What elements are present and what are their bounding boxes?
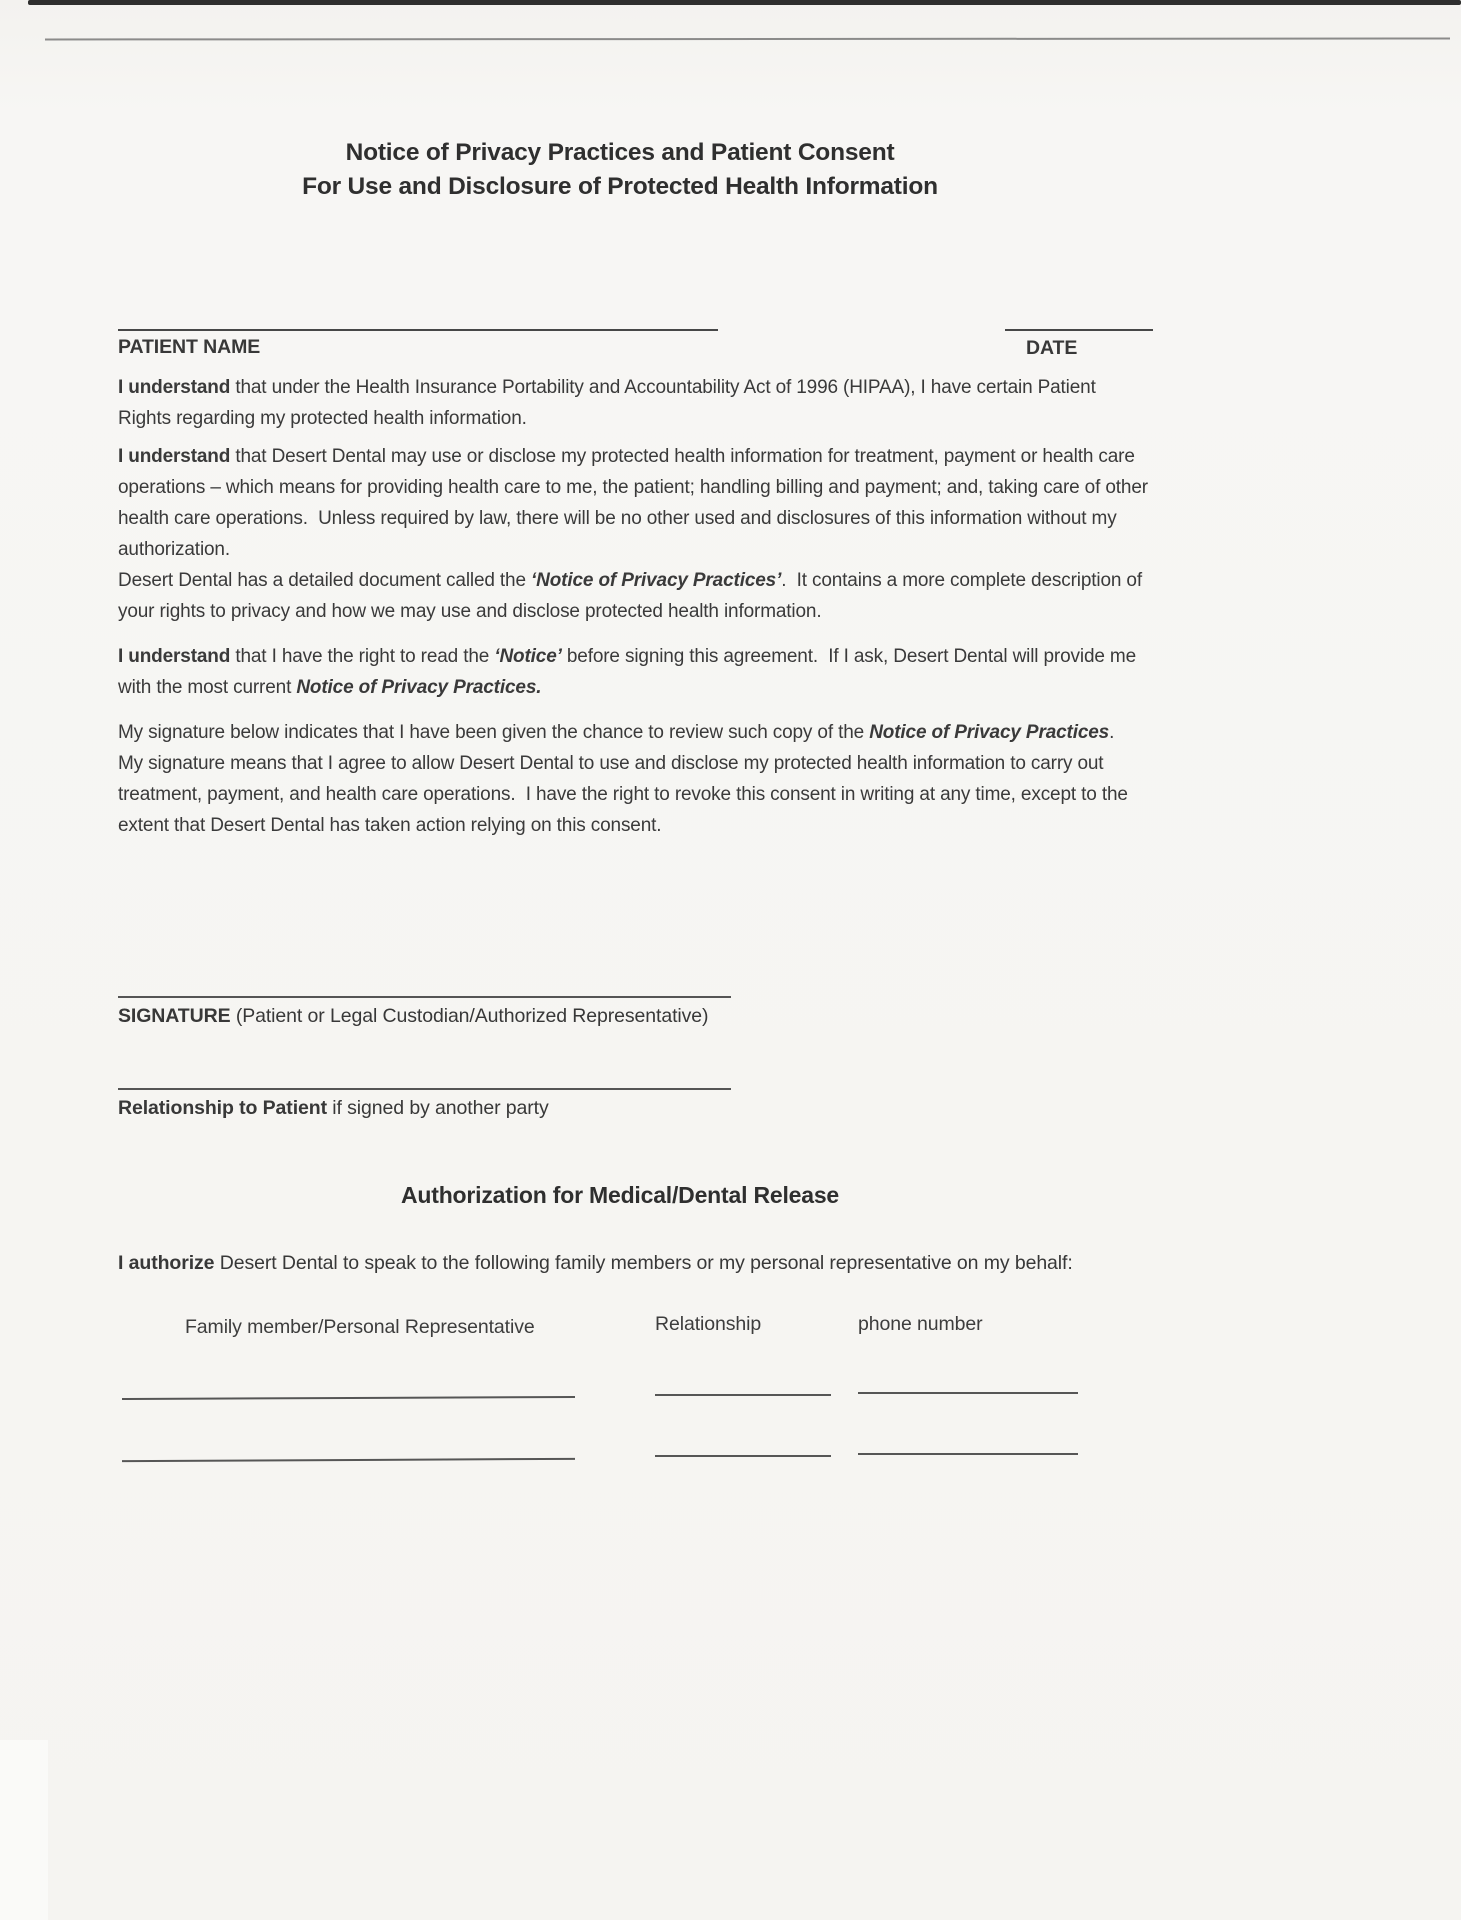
relationship-underline[interactable] [118,1088,731,1090]
text-run: Desert Dental to speak to the following family members or my personal representative on my behalf: [214,1252,1073,1274]
text-run: before signing this agreement. If I ask, Desert Dental will provide me with the most current [118,646,1142,698]
paragraph-signature-consent [118,717,1148,841]
scan-horizontal-artifact [45,38,1450,41]
phone-number-line-2[interactable] [858,1453,1078,1455]
paragraph-hipaa-rights [118,372,1148,434]
patient-name-label: PATIENT NAME [118,336,261,358]
column-header-relationship: Relationship [655,1313,762,1335]
authorization-heading: Authorization for Medical/Dental Release [400,1182,840,1208]
scan-edge-artifact [28,0,1461,5]
text-run: I understand [118,446,231,467]
date-label: DATE [1026,337,1078,359]
text-run: that Desert Dental may use or disclose my protected health information for treatment, payment or health care operations – which means for providing health care to me, the patient; handling billing and payment; and, taking care of other health care operations. Unless required by law, there will be no other used and disclosures of this information without my authorization. [118,446,1154,560]
date-underline[interactable] [1005,329,1153,331]
text-run: . My signature means that I agree to allow Desert Dental to use and disclose my protected health information to carry out treatment, payment, and health care operations. I have the right to revoke this consent in writing at any time, except to the extent that Desert Dental has taken action relying on this consent. [118,722,1133,836]
text-run: Notice of Privacy Practices. [296,677,542,698]
text-run: ‘Notice of Privacy Practices’ [531,570,782,591]
phone-number-line-1[interactable] [858,1392,1078,1394]
text-run: if signed by another party [326,1097,549,1119]
text-run: that I have the right to read the [230,646,495,667]
family-member-line-1[interactable] [122,1396,575,1400]
relationship-label [118,1097,549,1120]
title-line-1: Notice of Privacy Practices and Patient Consent [345,139,895,166]
scan-edge-artifact [0,1740,48,1920]
text-run: Desert Dental has a detailed document called the [118,570,532,591]
paragraph-right-to-read [118,641,1148,703]
text-run: ‘Notice’ [494,646,562,667]
authorization-intro [118,1252,1148,1275]
column-header-phone-number: phone number [858,1313,983,1335]
text-run: that under the Health Insurance Portability and Accountability Act of 1996 (HIPAA), I have certain Patient Rights regarding my protected health information. [118,377,1101,429]
text-run: (Patient or Legal Custodian/Authorized Representative) [230,1005,709,1027]
text-run: SIGNATURE [118,1005,231,1027]
text-run: Notice of Privacy Practices [869,722,1110,743]
family-member-line-2[interactable] [122,1458,575,1462]
paragraph-notice-document [118,565,1148,627]
signature-underline[interactable] [118,996,731,998]
text-run: My signature below indicates that I have been given the chance to review such copy of the [118,722,870,743]
document-title [100,136,1140,204]
text-run: I authorize [118,1252,215,1274]
text-run: I understand [118,377,231,398]
title-line-2: For Use and Disclosure of Protected Health Information [302,173,938,200]
relationship-line-2[interactable] [655,1455,831,1457]
column-header-family-member: Family member/Personal Representative [185,1316,535,1338]
paragraph-use-disclosure [118,441,1154,565]
signature-label [118,1005,708,1028]
text-run: I understand [118,646,231,667]
text-run: Relationship to Patient [118,1097,327,1119]
text-run: . It contains a more complete description of your rights to privacy and how we may use and disclose protected health information. [118,570,1148,622]
patient-name-underline[interactable] [118,329,718,331]
relationship-line-1[interactable] [655,1394,831,1396]
